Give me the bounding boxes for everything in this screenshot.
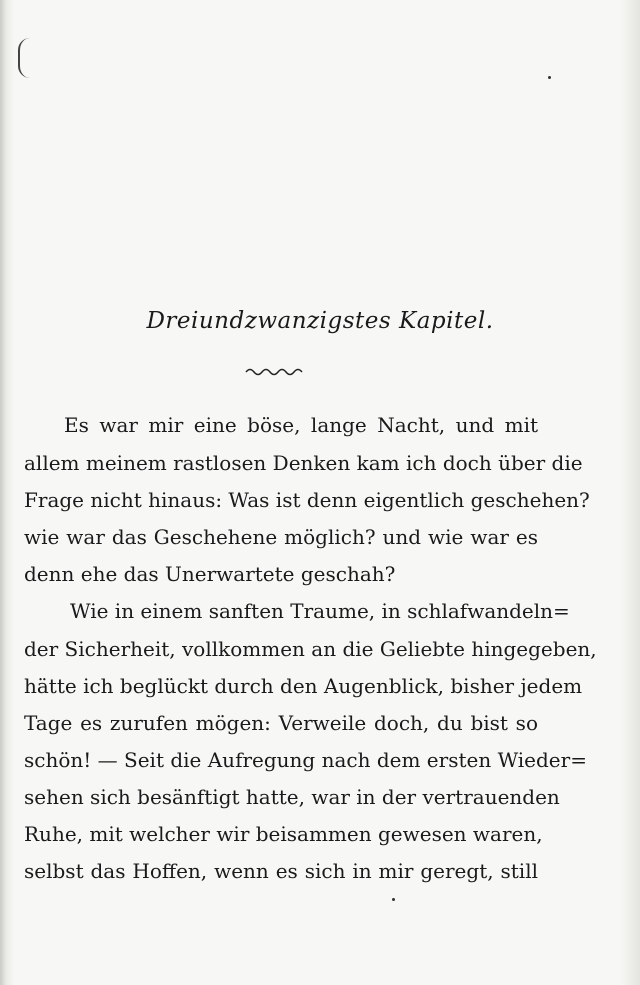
paragraph-line: Ruhe, mit welcher wir beisammen gewesen waren, — [24, 822, 543, 846]
paragraph-line: der Sicherheit, vollkommen an die Geliebte hingegeben, — [24, 637, 597, 661]
paragraph-line: sehen sich besänftigt hatte, war in der vertrauenden — [24, 785, 560, 809]
paper-speck — [392, 898, 395, 901]
wave-ornament-icon — [244, 366, 306, 378]
paragraph-line: wie war das Geschehene möglich? und wie war es — [24, 525, 538, 549]
paragraph-line: Tage es zurufen mögen: Verweile doch, du bist so — [24, 711, 538, 735]
paragraph-line: denn ehe das Unerwartete geschah? — [24, 562, 396, 586]
paragraph-line: schön! — Seit die Aufregung nach dem ersten Wieder= — [24, 748, 587, 772]
paragraph-line: Es war mir eine böse, lange Nacht, und mit — [64, 413, 538, 437]
chapter-title: Dreiundzwanzigstes Kapitel. — [146, 308, 494, 334]
paragraph-line: Frage nicht hinaus: Was ist denn eigentlich geschehen? — [24, 488, 590, 512]
binding-mark — [18, 38, 30, 78]
paragraph-line: Wie in einem sanften Traume, in schlafwandeln= — [70, 599, 570, 623]
paragraph-line: hätte ich beglückt durch den Augenblick, bisher jedem — [24, 674, 583, 698]
paragraph-line: selbst das Hoffen, wenn es sich in mir geregt, still — [24, 859, 538, 883]
paper-speck — [548, 76, 551, 79]
paragraph-line: allem meinem rastlosen Denken kam ich doch über die — [24, 451, 583, 475]
